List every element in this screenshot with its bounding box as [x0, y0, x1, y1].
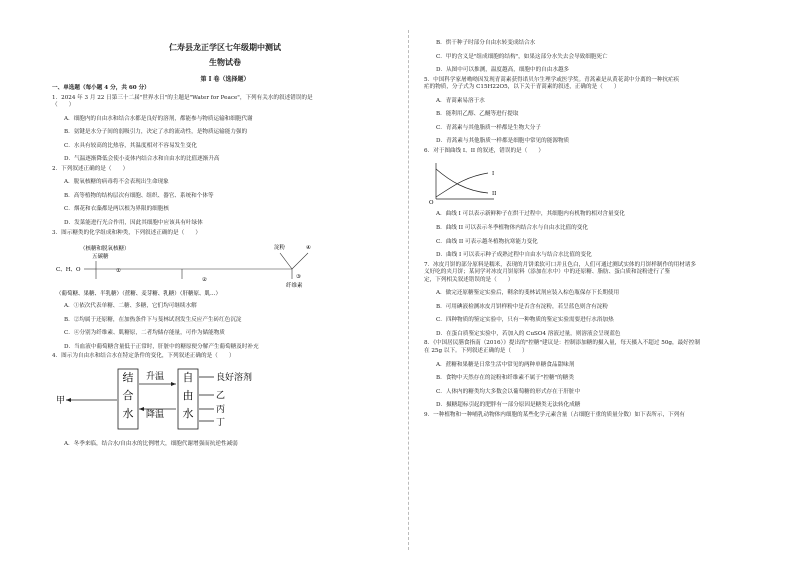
q2-option-b: B．高等植物的结构层次有细胞、组织、器官、系统和个体等 — [64, 192, 214, 199]
q1-stem: 1．2024 年 3 月 22 日第三十二届"世界水日"的主题是"Water for Peace"，下列有关水的叙述错误的是 — [52, 94, 313, 101]
q1-option-b: B．氨键是水分子间的弱吸引力，决定了水的流动性，是物质运输能力强的 — [64, 129, 248, 136]
q7-stem-cont2: 定，下列相关叙述错误的是（ ） — [424, 276, 514, 283]
q4-box2-char3: 水 — [182, 406, 194, 420]
q3-label-bottom: （葡萄糖、果糖、半乳糖）（蔗糖、麦芽糖、乳糖）（肝糖原、肌…） — [56, 291, 222, 298]
q3-n3: ③ — [296, 274, 301, 281]
q7-option-d: D．在蛋白质鉴定实验中，若加入的 CuSO4 溶液过量，则溶液会呈现蓝色 — [436, 330, 621, 337]
q6-label-one: I — [492, 171, 495, 178]
q4-arrowhead-jia — [66, 398, 71, 402]
q9-stem: 9．一种植物和一种哺乳动物体内细胞的某些化学元素含量（占细胞干重的质量分数）如下表所示，下列有 — [424, 411, 685, 418]
right-column — [424, 40, 770, 419]
q6-origin: O — [429, 200, 434, 206]
sugar-classification-svg — [52, 241, 398, 297]
q4-water-diagram — [52, 365, 398, 435]
q4-label-bing: 丙 — [216, 404, 226, 415]
q6-stem: 6．对于图曲线 I、II 的叙述，错误的是（ ） — [424, 147, 545, 154]
q4-box2-char1: 自 — [182, 370, 194, 384]
water-conversion-svg — [52, 365, 398, 435]
q1-option-c: C．水具有较高的比热容，其温度相对不容易发生变化 — [64, 142, 197, 149]
q8-option-a: A．蔗糖和果糖是日常生活中常见的两种单糖食品甜味剂 — [436, 361, 575, 368]
q4-label-yi: 乙 — [216, 390, 226, 401]
q7-stem: 7．冰皮月饼的部分原料是糯米，表现的月饼柔软可口并且色白，人们可通过测试实体的月饼样制作的用材诸多 — [424, 261, 697, 268]
q8-option-d: D．摄糖超标引起的肥胖有一部分原因是糖类无法转化成糖 — [436, 402, 581, 409]
q4-label-jia: 甲 — [56, 395, 66, 406]
q3-branch-starch — [280, 253, 292, 269]
q6-option-b: B．曲线 II 可以表示冬季植物体内结合水与自由水比值的变化 — [436, 225, 588, 232]
q7-option-a: A．做完还原糖鉴定实验后，剩余的斐林试剂应装入棕色瓶保存下长期使用 — [436, 290, 620, 297]
q3-n2: ② — [202, 277, 207, 284]
q6-label-two: II — [492, 191, 497, 198]
exam-title: 仁寿县龙正学区七年级期中测试 — [169, 42, 281, 52]
q3-sugar-diagram — [52, 241, 398, 297]
q2-stem: 2．下列叙述正确的是（ ） — [52, 165, 129, 172]
q4-label-ding: 丁 — [216, 417, 226, 428]
q5-option-c: C．青蒿素与其他脂质一样都是生物大分子 — [436, 124, 541, 131]
q3-label-top: （核糖和脱氧核糖） — [80, 246, 130, 253]
q4-arrowhead-cool — [139, 407, 144, 411]
q5-option-d: D．青蒿素与其他脂质一样都是细胞中常见的能源物质 — [436, 138, 570, 145]
q1-option-a: A．细胞内的自由水和结合水都是良好的溶剂，都能参与物质运输和细胞代谢 — [64, 115, 253, 122]
q4-option-b: B．烘干种子时部分自由水转变成结合水 — [436, 40, 536, 46]
q6-option-d: D．曲线 I 可以表示种子成熟过程中自由水与结合水比值的变化 — [436, 252, 592, 259]
q7-option-c: C．四种物质的鉴定实验中，只有一种物质的鉴定实验需要进行水浴加热 — [436, 317, 614, 324]
q8-option-c: C．人体内的糖类均大多数会以葡萄糖的形式存在于肝脏中 — [436, 388, 581, 395]
q7-stem-cont1: 义好吃的夹月饼；某同学对冰皮月饼原料（添加在水中）中的还原糖、脂肪、蛋白质和淀粉进行了鉴 — [424, 269, 671, 276]
q3-option-b: B．②均属于还原糖，在加热条件下与斐林试剂发生反应产生砖红色沉淀 — [64, 316, 242, 323]
q4-box1-char1: 结 — [122, 370, 134, 384]
exam-subtitle: 生物试卷 — [209, 57, 241, 67]
q2-option-c: C．烟花和衣藻都是两以根为界限的细胞核 — [64, 206, 169, 213]
q8-stem: 8．《中国居民膳食指南（2016）》提出的"控糖"建议是：控制添加糖的摄入量，每天摄入不超过 50g，最好控制 — [424, 340, 700, 347]
q2-option-d: D．发菜能进行光合作用，因此其细胞中应该具有叶绿体 — [64, 220, 203, 227]
q6-option-c: C．曲线 II 可表示越冬植物抗寒能力变化 — [436, 238, 538, 245]
q4-stem: 4．图示为自由水和结合水在特定条件的变化，下列叙述正确的是（ ） — [52, 353, 235, 360]
q2-option-a: A．脱氧核糖的病毒将不会表现出生命现象 — [64, 179, 169, 186]
q3-label-starch: 淀粉 — [274, 245, 286, 252]
q4-option-a: A．冬季来临，结合水/自由水的比例增大，细胞代谢增强而抗逆性减弱 — [64, 440, 238, 447]
q4-arrowhead-heat — [171, 382, 176, 386]
q4-label-cool: 降温 — [146, 409, 165, 420]
q5-stem: 5．中国科学家屠呦呦因发现青蒿素获得诺贝尔生理学或医学奖。青蒿素是从黄花蒿中分离的一种抗疟疾 — [424, 76, 680, 83]
q8-option-b: B．食物中天然存在的淀粉和纤维素不属于"控糖"的糖类 — [436, 375, 574, 382]
q3-branch-4 — [292, 253, 308, 269]
q4-option-d: D．从图中可以推测，温度越高，细胞中的自由水越多 — [436, 67, 570, 74]
q3-label-cho: C、H、O — [56, 267, 81, 274]
q4-box1-char2: 合 — [122, 388, 134, 402]
q3-option-c: C．④分别为纤维素、肌糖原，二者均储存能量，可作为储能物质 — [64, 330, 225, 337]
left-column — [52, 36, 398, 448]
column-divider — [408, 30, 409, 550]
q3-stem: 3．图示糖类的化学组成和种类，下列叙述正确的是（ ） — [52, 229, 201, 236]
q3-option-a: A．①依次代表单糖、二糖、多糖，它们均可继续水解 — [64, 303, 197, 310]
part-heading: 一、单选题（每小题 4 分，共 60 分） — [52, 85, 150, 91]
q1-option-d: D．气温逐渐降低会使小麦体内结合水和自由水的比值逐渐升高 — [64, 156, 220, 163]
section-heading: 第 I 卷（选择题） — [200, 76, 250, 83]
q3-n1: ① — [116, 268, 121, 275]
q5-stem-cont: 疟的物质，分子式为 C15H22O5，以下关于青蒿素的叙述，正确的是（ ） — [424, 84, 620, 91]
q4-box1-char3: 水 — [122, 406, 134, 420]
q6-option-a: A．曲线 I 可以表示新鲜种子在烘干过程中，其细胞内有机物的相对含量变化 — [436, 211, 625, 218]
q3-option-d: D．当血液中葡萄糖含量低于正常时，肝脏中的糖原便分解产生葡萄糖及时补充 — [64, 343, 259, 350]
q6-curve-graph — [424, 159, 770, 205]
q6-curve-svg — [424, 159, 544, 205]
q4-label-solvent: 良好溶剂 — [216, 372, 253, 383]
q4-box2-char2: 由 — [182, 388, 194, 402]
q3-n4: ④ — [306, 245, 311, 252]
q3-label-pentose: 五碳糖 — [92, 254, 109, 261]
q4-option-c: C．甲的含义是"组成细胞的结构"，如果这部分水失去会导致细胞死亡 — [436, 53, 608, 60]
q5-option-b: B．能利用乙醇、乙醚等进行提取 — [436, 111, 519, 118]
q5-option-a: A．青蒿素易溶于水 — [436, 97, 485, 104]
q4-label-heat: 升温 — [146, 371, 165, 382]
q7-option-b: B．可用碘液检测冰皮月饼样粉中是否含有淀粉，若呈蓝色则含有淀粉 — [436, 303, 608, 310]
q3-label-cellulose: 纤维素 — [286, 283, 303, 290]
q1-stem-cont: （ ） — [52, 102, 75, 109]
q8-stem-cont: 在 25g 以下。下列叙述正确的是（ ） — [424, 348, 528, 355]
q6-curve-one — [436, 173, 488, 197]
